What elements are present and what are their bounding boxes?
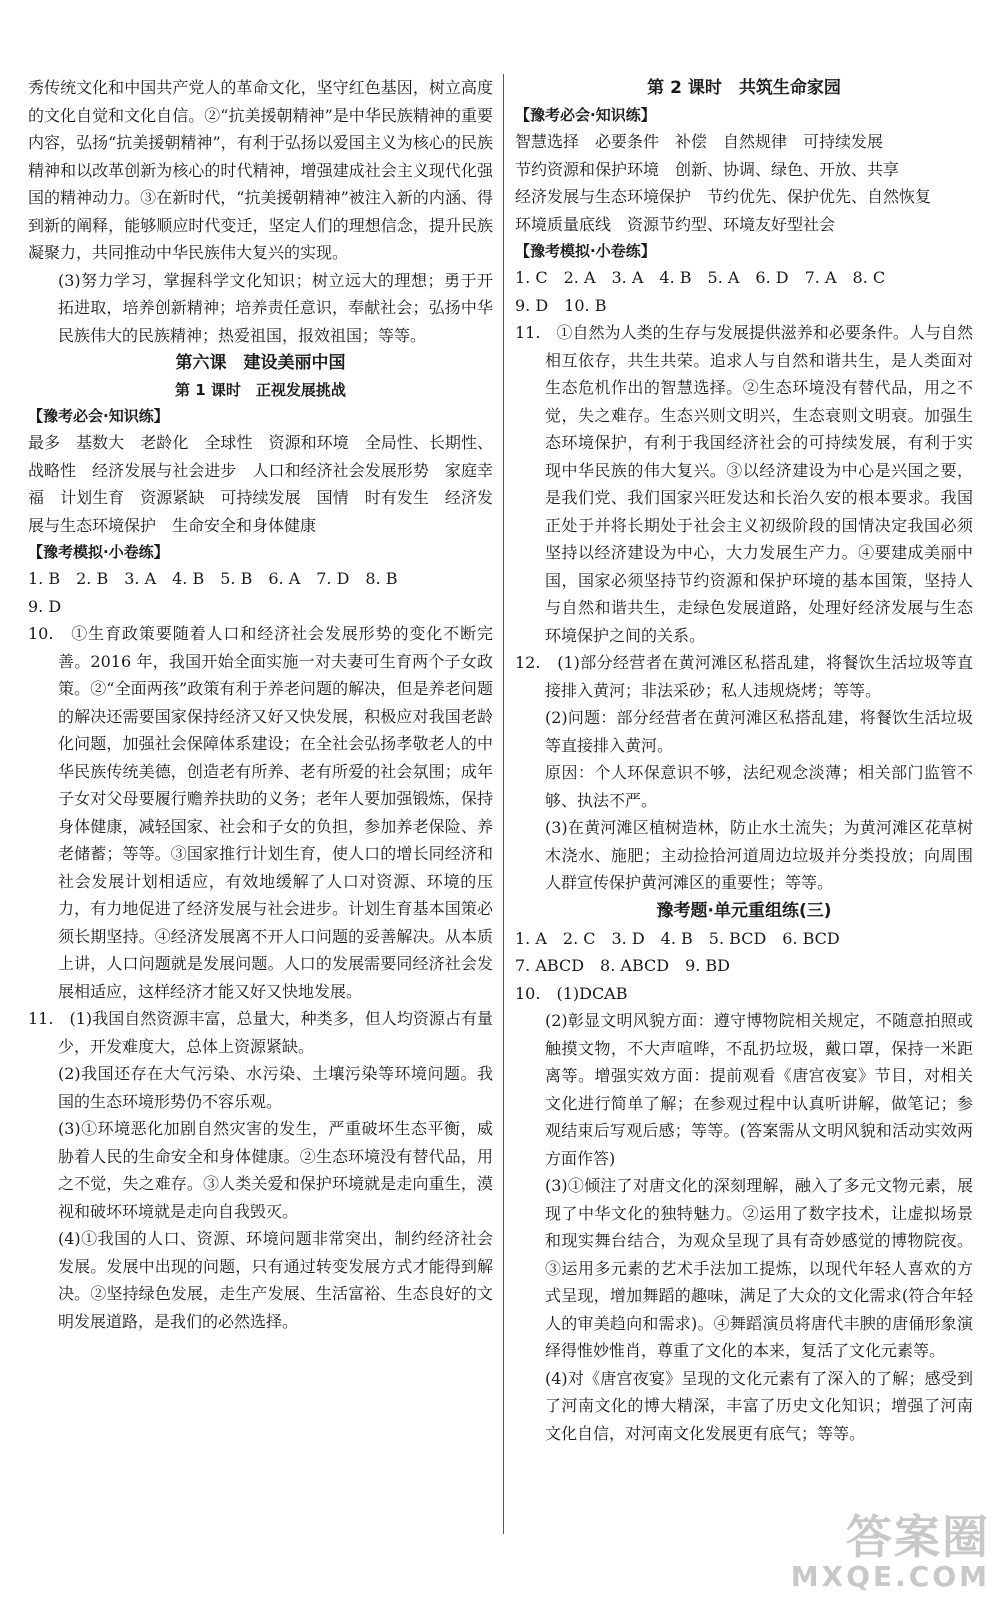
watermark-en: MXQE.COM [790, 1560, 990, 1593]
answer-paragraph: 秀传统文化和中国共产党人的革命文化，坚守红色基因，树立高度的文化自觉和文化自信。②“抗美援朝精神”是中华民族精神的重要内容，弘扬“抗美援朝精神”，有利于弘扬以爱国主义为核心的民族精神和以改革创新为核心的时代精神，增强建成社会主义现代化强国的精神动力。③在新时代，“抗美援朝精神”被注入新的内涵、得到新的阐释，能够顺应时代变迁，坚定人们的理想信念，提升民族凝聚力，共同推动中华民族伟大复兴的实现。 [28, 78, 493, 262]
choice-answers: 9. D 10. B [515, 295, 607, 315]
choice-answers: 9. D [28, 596, 62, 616]
watermark-cn: 答案圈 [846, 1510, 990, 1564]
choice-answers: 7. ABCD 8. ABCD 9. BD [515, 956, 731, 975]
question-answer: 11. (1)我国自然资源丰富，总量大，种类多，但人均资源占有量少，开发难度大，总体上资源紧缺。 [28, 1009, 493, 1056]
unit-title: 豫考题·单元重组练(三) [656, 900, 832, 921]
period-title: 第 1 课时 正视发展挑战 [175, 381, 346, 399]
knowledge-answers: 智慧选择 必要条件 补偿 自然规律 可持续发展 [515, 132, 884, 151]
choice-answers: 1. B 2. B 3. A 4. B 5. B 6. A 7. D 8. B [28, 569, 398, 588]
question-answer: 原因：个人环保意识不够，法纪观念淡薄；相关部门监管不够、执法不严。 [545, 763, 973, 810]
knowledge-answers: 经济发展与生态环境保护 节约优先、保护优先、自然恢复 [515, 187, 932, 206]
knowledge-answers: 环境质量底线 资源节约型、环境友好型社会 [515, 214, 836, 234]
right-column [515, 74, 973, 1447]
question-answer: 10. (1)DCAB [515, 983, 628, 1003]
watermark-logo [791, 1512, 990, 1592]
choice-answers: 1. A 2. C 3. D 4. B 5. BCD 6. BCD [515, 928, 840, 948]
section-tag: 【豫考必会·知识练】 [28, 407, 169, 425]
answer-paragraph: (3)努力学习，掌握科学文化知识；树立远大的理想；勇于开拓进取，培养创新精神；培养责任意识，奉献社会；弘扬中华民族伟大的民族精神；热爱祖国，报效祖国；等等。 [58, 270, 493, 345]
question-answer: (4)对《唐宫夜宴》呈现的文化元素有了深入的了解；感受到了河南文化的博大精深，丰富了历史文化知识；增强了河南文化自信，对河南文化发展更有底气；等等。 [545, 1368, 973, 1443]
question-answer: (3)①环境恶化加剧自然灾害的发生，严重破坏生态平衡，威胁着人民的生命安全和身体健康。②生态环境没有替代品，用之不觉，失之难存。③人类关爱和保护环境就是走向重生，漠视和破坏环境就是走向自我毁灭。 [58, 1119, 493, 1221]
period-title: 第 2 课时 共筑生命家园 [647, 78, 841, 98]
lesson-title: 第六课 建设美丽中国 [175, 353, 346, 373]
knowledge-answers: 最多 基数大 老龄化 全球性 资源和环境 全局性、长期性、战略性 经济发展与社会进步 人口和经济社会发展形势 家庭幸福 计划生育 资源紧缺 可持续发展 国情 时有发生 经济发展与生态环境保护 生命安全和身体健康 [28, 433, 493, 535]
question-answer: 10. ①生育政策要随着人口和经济社会发展形势的变化不断完善。2016 年，我国开始全面实施一对夫妻可生育两个子女政策。②“全面两孩”政策有利于养老问题的解决，但是养老问题的解决还需要国家保持经济又好又快发展，积极应对我国老龄化问题，加强社会保障体系建设；在全社会弘扬孝敬老人的中华民族传统美德，创造老有所养、老有所爱的社会氛围；成年子女对父母要履行赡养扶助的义务；老年人要加强锻炼，保持身体健康，减轻国家、社会和子女的负担，参加养老保险、养老储蓄；等等。③国家推行计划生育，使人口的增长同经济和社会发展计划相适应，有效地缓解了人口对资源、环境的压力，有力地促进了经济发展与社会进步。计划生育基本国策必须长期坚持。④经济发展离不开人口问题的妥善解决。从本质上讲，人口问题就是发展问题。人口的发展需要同经济社会发展相适应，这样经济才能又好又快地发展。 [28, 624, 493, 1001]
question-answer: (2)问题：部分经营者在黄河滩区私搭乱建，将餐饮生活垃圾等直接排入黄河。 [545, 708, 973, 755]
knowledge-answers: 节约资源和保护环境 创新、协调、绿色、开放、共享 [515, 159, 900, 179]
question-answer: 12. (1)部分经营者在黄河滩区私搭乱建，将餐饮生活垃圾等直接排入黄河；非法采砂；私人违规烧烤；等等。 [515, 653, 973, 700]
left-column [28, 74, 493, 1335]
question-answer: (2)彰显文明风貌方面：遵守博物院相关规定，不随意拍照或触摸文物，不大声喧哗，不乱扔垃圾，戴口罩，保持一米距离等。增强实效方面：提前观看《唐宫夜宴》节目，对相关文化进行简单了解；在参观过程中认真听讲解，做笔记；参观结束后写观后感；等等。(答案需从文明风貌和活动实效两方面作答) [545, 1011, 973, 1168]
question-answer: (4)①我国的人口、资源、环境问题非常突出，制约经济社会发展。发展中出现的问题，只有通过转变发展方式才能得到解决。②坚持绿色发展，走生产发展、生活富裕、生态良好的文明发展道路，是我们的必然选择。 [58, 1229, 493, 1331]
question-answer: (3)在黄河滩区植树造林，防止水土流失；为黄河滩区花草树木浇水、施肥；主动捡拾河道周边垃圾并分类投放；向周围人群宣传保护黄河滩区的重要性；等等。 [545, 818, 973, 892]
section-tag: 【豫考必会·知识练】 [515, 106, 656, 124]
question-answer: 11. ①自然为人类的生存与发展提供滋养和必要条件。人与自然相互依存，共生共荣。追求人与自然和谐共生，是人类面对生态危机作出的智慧选择。②生态环境没有替代品，用之不觉，失之难存。生态兴则文明兴，生态衰则文明衰。加强生态环境保护，有利于我国经济社会的可持续发展，有利于实现中华民族的伟大复兴。③以经济建设为中心是兴国之要，是我们党、我们国家兴旺发达和长治久安的根本要求。我国正处于并将长期处于社会主义初级阶段的国情决定我国必须坚持以经济建设为中心，大力发展生产力。④要建成美丽中国，国家必须坚持节约资源和保护环境的基本国策，坚持人与自然和谐共生，走绿色发展道路，处理好经济发展与生态环境保护之间的关系。 [515, 323, 973, 645]
section-tag: 【豫考模拟·小卷练】 [515, 242, 656, 260]
choice-answers: 1. C 2. A 3. A 4. B 5. A 6. D 7. A 8. C [515, 268, 886, 287]
column-divider [503, 74, 504, 1534]
question-answer: (3)①倾注了对唐文化的深刻理解，融入了多元文物元素，展现了中华文化的独特魅力。②运用了数字技术，让虚拟场景和现实舞台结合，为观众呈现了具有奇妙感觉的博物院夜。③运用多元素的艺术手法加工提炼，以现代年轻人喜欢的方式呈现，增加舞蹈的趣味，满足了大众的文化需求(符合年轻人的审美趋向和需求)。④舞蹈演员将唐代丰腴的唐俑形象演绎得惟妙惟肖，尊重了文化的本来，复活了文化元素等。 [545, 1176, 973, 1360]
question-answer: (2)我国还存在大气污染、水污染、土壤污染等环境问题。我国的生态环境形势仍不容乐观。 [58, 1064, 493, 1111]
section-tag: 【豫考模拟·小卷练】 [28, 543, 169, 561]
